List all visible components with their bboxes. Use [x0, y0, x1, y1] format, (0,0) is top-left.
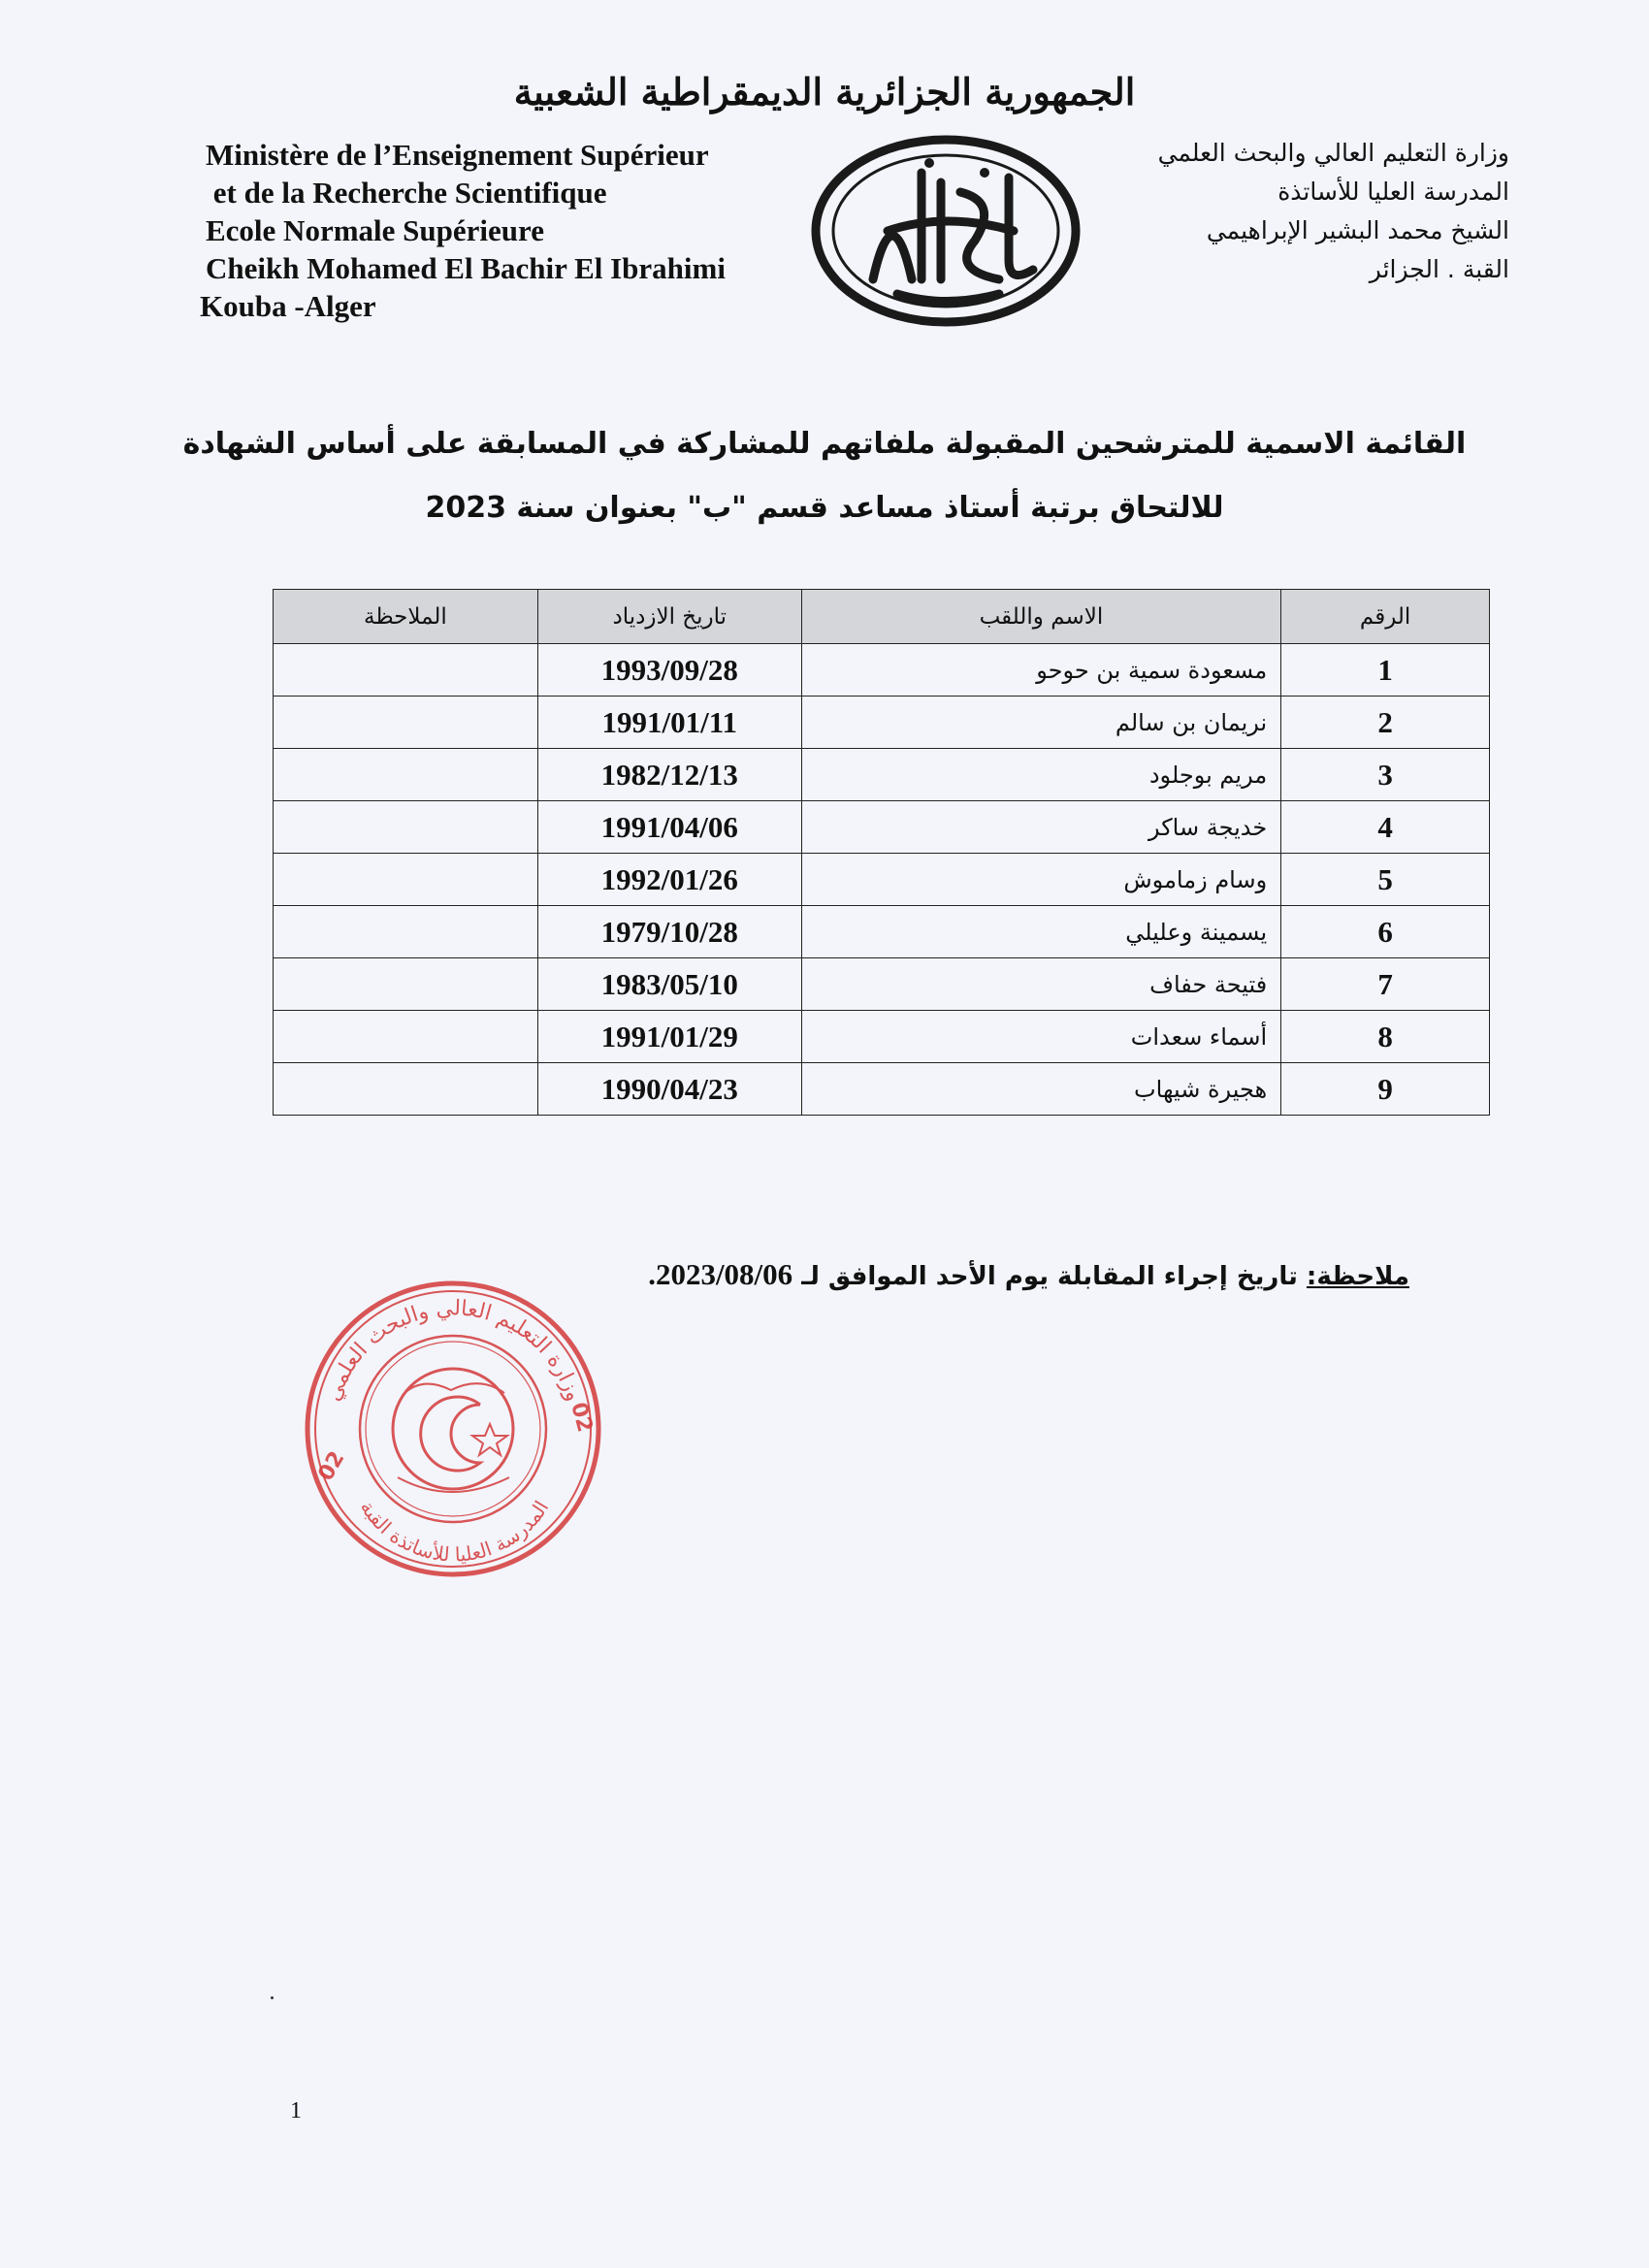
ens-logo-icon [805, 134, 1086, 328]
cell-num: 7 [1281, 958, 1490, 1011]
french-line-cheikh: Cheikh Mohamed El Bachir El Ibrahimi [206, 251, 726, 285]
cell-birth-date: 1992/01/26 [537, 854, 801, 906]
table-row [274, 749, 1490, 801]
header-remark: الملاحظة [274, 590, 538, 644]
cell-birth-date: 1993/09/28 [537, 644, 801, 697]
cell-name: هجيرة شيهاب [801, 1063, 1281, 1116]
cell-birth-date: 1983/05/10 [537, 958, 801, 1011]
table-row [274, 697, 1490, 749]
cell-name: وسام زماموش [801, 854, 1281, 906]
cell-remark [274, 906, 538, 958]
french-line-ministry: Ministère de l’Enseignement Supérieur [206, 138, 709, 172]
arabic-line-school: المدرسة العليا للأساتذة [1277, 178, 1509, 206]
stamp-number-left: 02 [313, 1446, 350, 1485]
cell-remark [274, 1063, 538, 1116]
header-num: الرقم [1281, 590, 1490, 644]
table-row [274, 958, 1490, 1011]
cell-remark [274, 958, 538, 1011]
document-title [146, 412, 1504, 540]
cell-name: مسعودة سمية بن حوحو [801, 644, 1281, 697]
french-institution-block [200, 136, 807, 325]
table-row [274, 644, 1490, 697]
cell-birth-date: 1979/10/28 [537, 906, 801, 958]
cell-remark [274, 697, 538, 749]
official-stamp-icon [296, 1279, 611, 1579]
table-row [274, 906, 1490, 958]
table-row [274, 801, 1490, 854]
cell-name: يسمينة وعليلي [801, 906, 1281, 958]
cell-num: 8 [1281, 1011, 1490, 1063]
cell-birth-date: 1990/04/23 [537, 1063, 801, 1116]
republic-title: الجمهورية الجزائرية الديمقراطية الشعبية [513, 70, 1136, 113]
note-label: ملاحظة: [1306, 1262, 1409, 1291]
stamp-number-right: 02 [566, 1400, 598, 1436]
cell-remark [274, 644, 538, 697]
table-row [274, 1011, 1490, 1063]
title-line-1: القائمة الاسمية للمترشحين المقبولة ملفاتهم للمشاركة في المسابقة على أساس الشهادة [182, 427, 1467, 461]
cell-num: 6 [1281, 906, 1490, 958]
cell-num: 5 [1281, 854, 1490, 906]
page-number: 1 [290, 2098, 302, 2123]
arabic-line-ministry: وزارة التعليم العالي والبحث العلمي [1157, 139, 1509, 167]
cell-name: فتيحة حفاف [801, 958, 1281, 1011]
interview-note [648, 1257, 1409, 1292]
cell-remark [274, 749, 538, 801]
arabic-line-cheikh: الشيخ محمد البشير الإبراهيمي [1206, 216, 1509, 244]
cell-birth-date: 1982/12/13 [537, 749, 801, 801]
cell-num: 4 [1281, 801, 1490, 854]
table-header-row [274, 590, 1490, 644]
note-text: تاريخ إجراء المقابلة يوم الأحد الموافق لـ [792, 1262, 1307, 1291]
arabic-institution-block [1102, 134, 1509, 289]
cell-num: 3 [1281, 749, 1490, 801]
stamp-bottom-text: المدرسة العليا للأساتذة القبة [355, 1496, 554, 1567]
cell-name: أسماء سعدات [801, 1011, 1281, 1063]
scan-dot [271, 1996, 274, 1999]
cell-birth-date: 1991/01/29 [537, 1011, 801, 1063]
arabic-line-location: القبة . الجزائر [1369, 255, 1509, 283]
candidates-table [273, 589, 1490, 1116]
cell-remark [274, 801, 538, 854]
cell-name: خديجة ساكر [801, 801, 1281, 854]
french-line-research: et de la Recherche Scientifique [206, 176, 607, 210]
header-name: الاسم واللقب [801, 590, 1281, 644]
cell-num: 1 [1281, 644, 1490, 697]
header-birth-date: تاريخ الازدياد [537, 590, 801, 644]
cell-birth-date: 1991/01/11 [537, 697, 801, 749]
cell-name: نريمان بن سالم [801, 697, 1281, 749]
stamp-outer-text: وزارة التعليم العالي والبحث العلمي [321, 1296, 586, 1405]
french-line-school: Ecole Normale Supérieure [206, 213, 544, 247]
cell-num: 9 [1281, 1063, 1490, 1116]
cell-birth-date: 1991/04/06 [537, 801, 801, 854]
cell-remark [274, 854, 538, 906]
note-date: 2023/08/06. [648, 1257, 793, 1291]
table-row [274, 1063, 1490, 1116]
cell-remark [274, 1011, 538, 1063]
title-line-2: للالتحاق برتبة أستاذ مساعد قسم "ب" بعنوان سنة 2023 [425, 491, 1224, 525]
table-row [274, 854, 1490, 906]
cell-num: 2 [1281, 697, 1490, 749]
french-line-location: Kouba -Alger [200, 289, 376, 323]
cell-name: مريم بوجلود [801, 749, 1281, 801]
